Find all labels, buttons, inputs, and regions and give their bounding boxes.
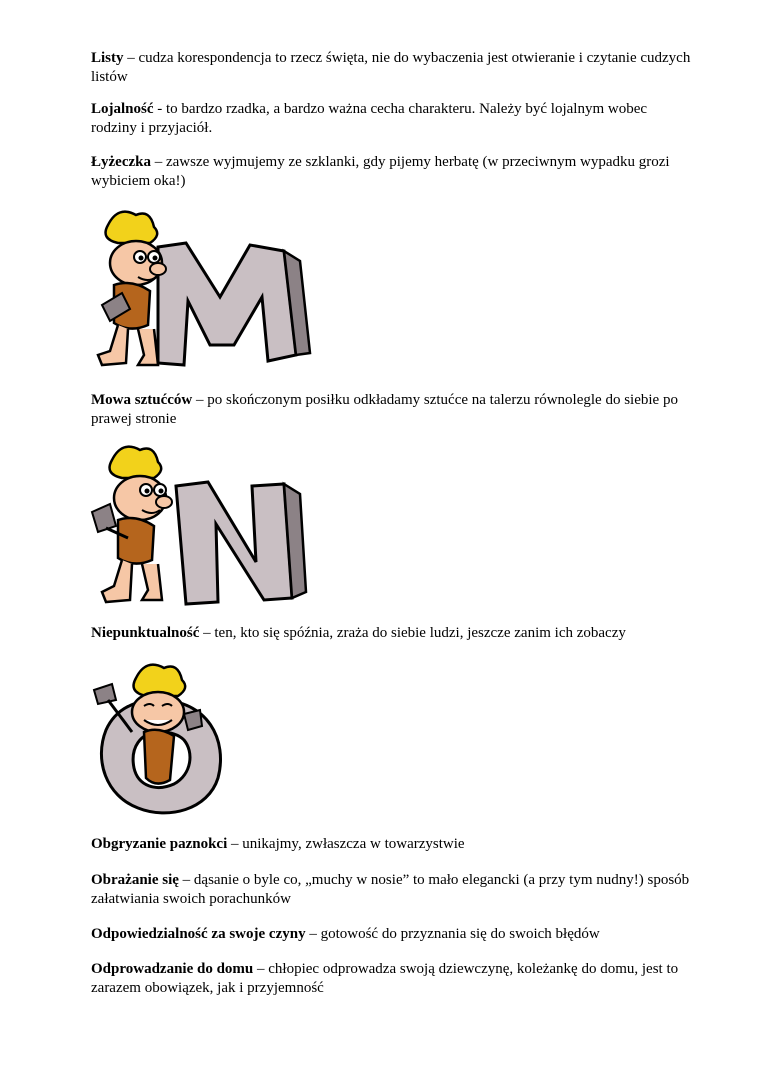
entry-lojalnosc (91, 100, 691, 138)
entry-definition: – chłopiec odprowadza swoją dziewczynę, koleżankę do domu, jest to zarazem obowiązek, jak i przyjemność (91, 961, 679, 996)
entry-term: Obrażanie się (91, 872, 179, 888)
entry-definition: – unikajmy, zwłaszcza w towarzystwie (227, 836, 465, 852)
entry-definition: – ten, kto się spóźnia, zraża do siebie ludzi, jeszcze zanim ich zobaczy (199, 625, 626, 641)
entry-definition: – dąsanie o byle co, „muchy w nosie” to mało elegancki (a przy tym nudny!) sposób załatwiania swoich porachunków (91, 872, 690, 907)
entry-term: Mowa sztućców (91, 392, 193, 408)
stone-letter-m-icon (158, 243, 310, 365)
entry-listy (91, 49, 691, 87)
entry-definition: – zawsze wyjmujemy ze szklanki, gdy pijemy herbatę (w przeciwnym wypadku grozi wybiciem oka!) (91, 154, 670, 189)
entry-term: Obgryzanie paznokci (91, 836, 228, 852)
caveman-icon (98, 212, 166, 365)
entry-lyzeczka (91, 153, 691, 191)
entry-term: Odprowadzanie do domu (91, 961, 254, 977)
entry-definition: – cudza korespondencja to rzecz święta, nie do wybaczenia jest otwieranie i czytanie cudzych listów (91, 50, 691, 85)
entry-niepunktualnosc (91, 624, 691, 643)
entry-term: Łyżeczka (91, 154, 151, 170)
entry-term: Odpowiedzialność za swoje czyny (91, 926, 306, 942)
entry-definition: – gotowość do przyznania się do swoich błędów (305, 926, 600, 942)
entry-term: Niepunktualność (91, 625, 200, 641)
entry-definition: – po skończonym posiłku odkładamy sztućce na talerzu równolegle do siebie po prawej stronie (91, 392, 678, 427)
caveman-letter-n-illustration (88, 442, 313, 610)
entry-obrazanie-sie (91, 871, 691, 909)
entry-mowa-sztuccow (91, 391, 691, 429)
entry-odpowiedzialnosc (91, 925, 691, 944)
entry-term: Lojalność (91, 101, 154, 117)
caveman-letter-m-illustration (88, 205, 313, 370)
caveman-letter-o-illustration (88, 660, 238, 820)
stone-letter-n-icon (176, 482, 306, 604)
caveman-icon (92, 447, 172, 602)
entry-odprowadzanie (91, 960, 691, 998)
entry-definition: - to bardzo rzadka, a bardzo ważna cecha charakteru. Należy być lojalnym wobec rodziny i przyjaciół. (91, 101, 648, 136)
entry-obgryzanie-paznokci (91, 835, 691, 854)
entry-term: Listy (91, 50, 124, 66)
